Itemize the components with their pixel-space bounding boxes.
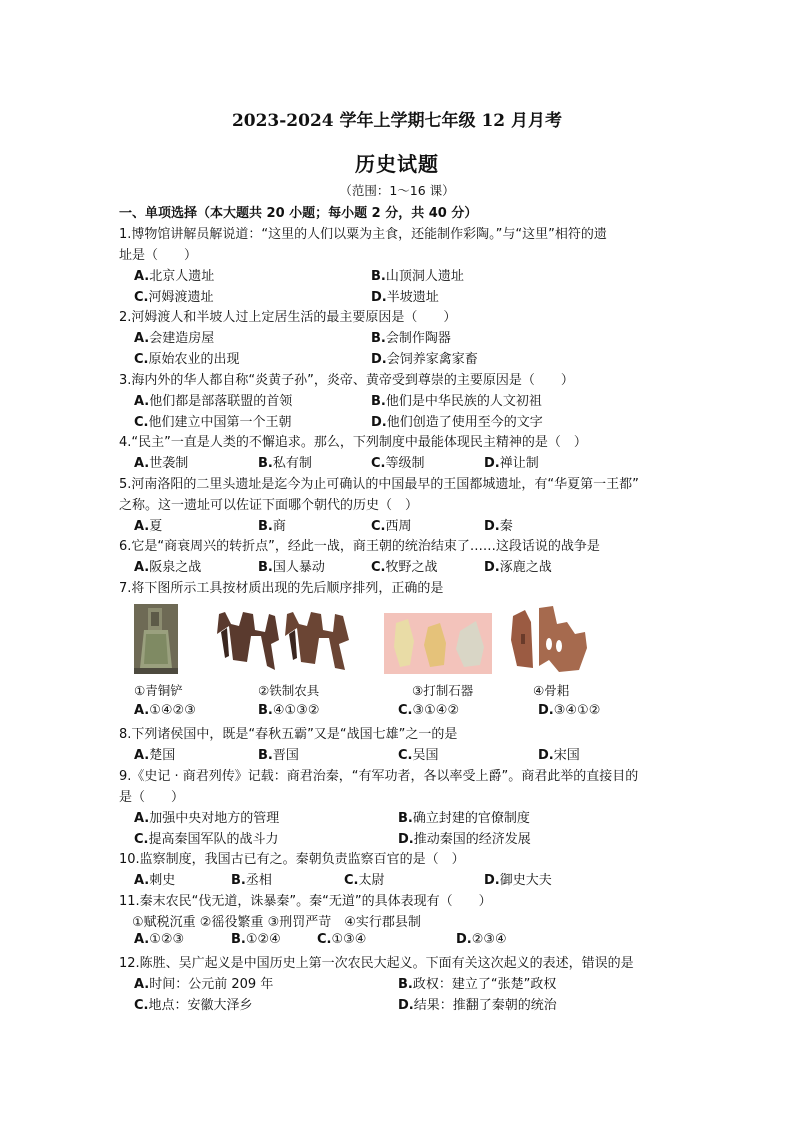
q9-option-b: B.确立封建的官僚制度 <box>398 811 530 826</box>
q1-option-c: C.河姆渡遗址 <box>134 290 214 305</box>
q7-option-d: D.③④①② <box>538 703 601 718</box>
q10-option-b: B.丞相 <box>231 873 272 888</box>
q11-option-a: A.①②③ <box>134 932 185 947</box>
q4-option-a: A.世袭制 <box>134 456 189 471</box>
q11-option-d: D.②③④ <box>456 932 507 947</box>
q4-option-b: B.私有制 <box>258 456 312 471</box>
q7-option-a: A.①④②③ <box>134 703 196 718</box>
q8-option-a: A.楚国 <box>134 748 176 763</box>
q12-option-d: D.结果：推翻了秦朝的统治 <box>398 998 557 1013</box>
question-3-stem: 3.海内外的华人都自称“炎黄子孙”，炎帝、黄帝受到尊崇的主要原因是（ ） <box>119 373 574 388</box>
q5-option-d: D.秦 <box>484 519 513 534</box>
question-5-stem-cont: 之称。这一遗址可以佐证下面哪个朝代的历史（ ） <box>119 498 419 513</box>
question-7-stem: 7.将下图所示工具按材质出现的先后顺序排列，正确的是 <box>119 581 444 596</box>
q12-option-a: A.时间：公元前 209 年 <box>134 977 274 992</box>
caption-iron-tools: ②铁制农具 <box>258 683 320 698</box>
q10-option-d: D.御史大夫 <box>484 873 552 888</box>
q11-option-b: B.①②④ <box>231 932 281 947</box>
question-12-stem: 12.陈胜、吴广起义是中国历史上第一次农民大起义。下面有关这次起义的表述，错误的是 <box>119 956 634 971</box>
q4-option-d: D.禅让制 <box>484 456 539 471</box>
q2-option-c: C.原始农业的出现 <box>134 352 240 367</box>
q10-option-c: C.太尉 <box>344 873 385 888</box>
q8-option-c: C.吴国 <box>398 748 439 763</box>
question-11-stem: 11.秦末农民“伐无道，诛暴秦”。秦“无道”的具体表现有（ ） <box>119 894 492 909</box>
bronze-spade-image <box>134 604 178 674</box>
q3-option-c: C.他们建立中国第一个王朝 <box>134 415 292 430</box>
caption-stone-tools: ③打制石器 <box>412 683 474 698</box>
q1-option-a: A.北京人遗址 <box>134 269 215 284</box>
q1-option-b: B.山顶洞人遗址 <box>371 269 464 284</box>
q3-option-a: A.他们都是部落联盟的首领 <box>134 394 293 409</box>
question-10-stem: 10.监察制度，我国古已有之。秦朝负责监察百官的是（ ） <box>119 852 465 867</box>
q8-option-b: B.晋国 <box>258 748 299 763</box>
q5-option-c: C.西周 <box>371 519 412 534</box>
question-9-stem: 9.《史记 · 商君列传》记载：商君治秦，“有军功者，各以率受上爵”。商君此举的直接目的 <box>119 769 639 784</box>
q7-option-c: C.③①④② <box>398 703 460 718</box>
question-6-stem: 6.它是“商衰周兴的转折点”，经此一战，商王朝的统治结束了……这段话说的战争是 <box>119 539 600 554</box>
q9-option-c: C.提高秦国军队的战斗力 <box>134 832 279 847</box>
q12-option-b: B.政权：建立了“张楚”政权 <box>398 977 557 992</box>
exam-subject: 历史试题 <box>355 152 439 176</box>
q9-option-d: D.推动秦国的经济发展 <box>398 832 531 847</box>
question-11-items: ①赋税沉重 ②徭役繁重 ③刑罚严苛 ④实行郡县制 <box>119 915 421 930</box>
caption-bone-spade: ④骨耜 <box>533 683 570 698</box>
bone-spade-image <box>509 604 589 674</box>
q6-option-c: C.牧野之战 <box>371 560 438 575</box>
q11-option-c: C.①③④ <box>317 932 367 947</box>
question-8-stem: 8.下列诸侯国中，既是“春秋五霸”又是“战国七雄”之一的是 <box>119 727 458 742</box>
q4-option-c: C.等级制 <box>371 456 425 471</box>
exam-scope: （范围：1～16 课） <box>339 183 455 198</box>
exam-title: 2023-2024 学年上学期七年级 12 月月考 <box>231 111 563 131</box>
q5-option-b: B.商 <box>258 519 286 534</box>
question-1-stem-cont: 址是（ ） <box>119 248 198 263</box>
iron-farm-tools-image <box>213 606 355 674</box>
q2-option-b: B.会制作陶器 <box>371 331 451 346</box>
chipped-stone-tools-image <box>384 613 492 674</box>
question-4-stem: 4.“民主”一直是人类的不懈追求。那么，下列制度中最能体现民主精神的是（ ） <box>119 435 587 450</box>
q6-option-b: B.国人暴动 <box>258 560 325 575</box>
q2-option-d: D.会饲养家禽家畜 <box>371 352 478 367</box>
q12-option-c: C.地点：安徽大泽乡 <box>134 998 253 1013</box>
q5-option-a: A.夏 <box>134 519 163 534</box>
q3-option-b: B.他们是中华民族的人文初祖 <box>371 394 542 409</box>
q10-option-a: A.刺史 <box>134 873 176 888</box>
q9-option-a: A.加强中央对地方的管理 <box>134 811 280 826</box>
q8-option-d: D.宋国 <box>538 748 580 763</box>
section-heading: 一、单项选择（本大题共 20 小题；每小题 2 分，共 40 分） <box>119 206 478 221</box>
q6-option-d: D.涿鹿之战 <box>484 560 552 575</box>
q7-option-b: B.④①③② <box>258 703 320 718</box>
q6-option-a: A.阪泉之战 <box>134 560 202 575</box>
caption-bronze-spade: ①青铜铲 <box>134 683 183 698</box>
question-5-stem: 5.河南洛阳的二里头遗址是迄今为止可确认的中国最早的王国都城遗址，有“华夏第一王都” <box>119 477 639 492</box>
q2-option-a: A.会建造房屋 <box>134 331 215 346</box>
q3-option-d: D.他们创造了使用至今的文字 <box>371 415 543 430</box>
question-2-stem: 2.河姆渡人和半坡人过上定居生活的最主要原因是（ ） <box>119 310 457 325</box>
question-1-stem: 1.博物馆讲解员解说道：“这里的人们以粟为主食，还能制作彩陶。”与“这里”相符的遗 <box>119 227 607 242</box>
question-9-stem-cont: 是（ ） <box>119 790 185 805</box>
q1-option-d: D.半坡遗址 <box>371 290 439 305</box>
